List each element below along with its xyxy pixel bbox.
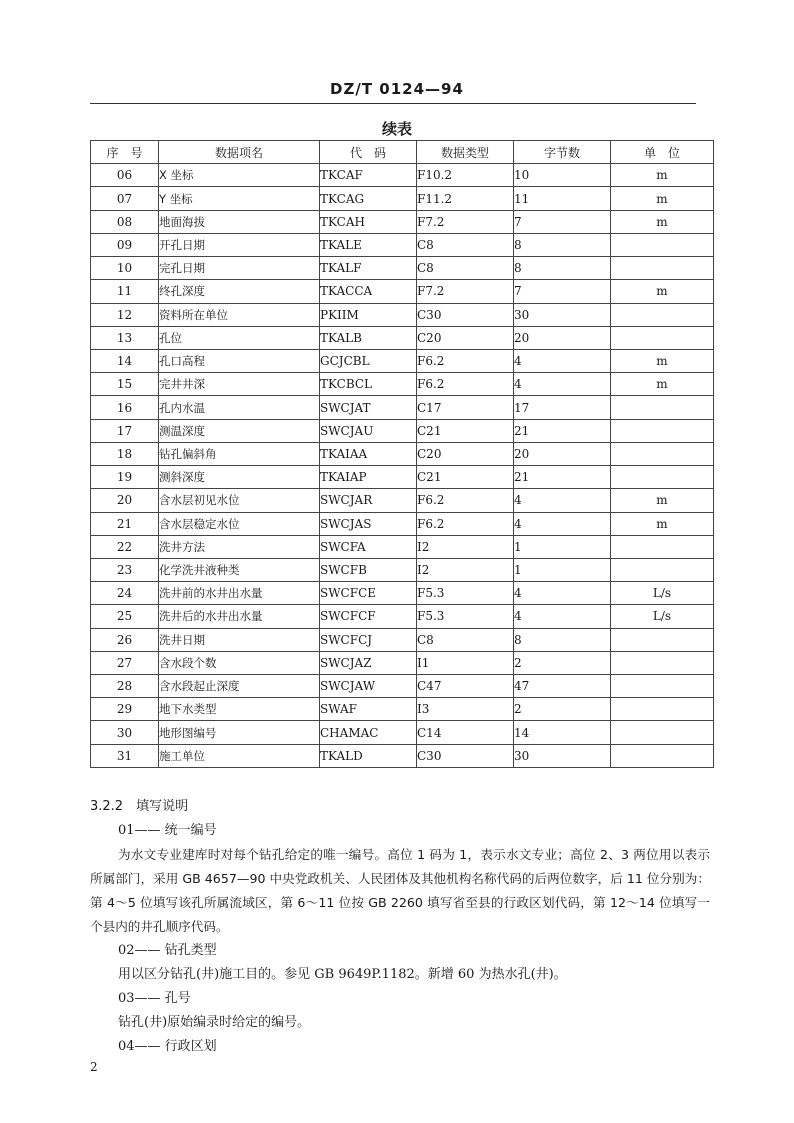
cell-bytes: 20 (514, 442, 611, 465)
section-heading: 3.2.2 填写说明 (90, 799, 189, 814)
cell-item-name: 含水层初见水位 (159, 489, 320, 512)
cell-bytes: 14 (514, 721, 611, 744)
cell-code: SWCJAR (320, 489, 417, 512)
cell-unit (611, 257, 714, 280)
cell-code: SWCJAZ (320, 651, 417, 674)
cell-unit (611, 396, 714, 419)
table-header-row (91, 141, 714, 164)
cell-data-type: C8 (417, 233, 514, 256)
cell-bytes: 4 (514, 349, 611, 372)
cell-code: SWCFCF (320, 605, 417, 628)
table-row (91, 721, 714, 744)
cell-unit (611, 233, 714, 256)
cell-data-type: F5.3 (417, 582, 514, 605)
cell-unit: L/s (611, 582, 714, 605)
column-header-number: 序 号 (91, 141, 159, 164)
cell-data-type: F6.2 (417, 489, 514, 512)
cell-bytes: 11 (514, 187, 611, 210)
standard-code-header: DZ/T 0124—94 (330, 80, 464, 98)
item-02-text: 用以区分钻孔(井)施工目的。参见 GB 9649P.1182。新增 60 为热水孔(井)。 (118, 967, 567, 982)
item-03-title: 03—— 孔号 (118, 991, 191, 1006)
cell-bytes: 2 (514, 651, 611, 674)
cell-number: 25 (91, 605, 159, 628)
cell-data-type: I3 (417, 698, 514, 721)
cell-item-name: 孔位 (159, 326, 320, 349)
cell-unit: m (611, 210, 714, 233)
cell-item-name: 测温深度 (159, 419, 320, 442)
cell-unit (611, 303, 714, 326)
cell-data-type: C20 (417, 442, 514, 465)
cell-item-name: 孔口高程 (159, 349, 320, 372)
cell-unit: m (611, 187, 714, 210)
cell-data-type: C20 (417, 326, 514, 349)
column-header-bytes: 字节数 (514, 141, 611, 164)
cell-code: TKALD (320, 744, 417, 767)
cell-data-type: F6.2 (417, 349, 514, 372)
cell-number: 17 (91, 419, 159, 442)
cell-item-name: 含水段个数 (159, 651, 320, 674)
item-04-title: 04—— 行政区划 (118, 1039, 217, 1054)
cell-code: SWCJAW (320, 675, 417, 698)
table-row (91, 651, 714, 674)
cell-bytes: 30 (514, 744, 611, 767)
cell-number: 30 (91, 721, 159, 744)
item-01-text: 为水文专业建库时对每个钻孔给定的唯一编号。高位 1 码为 1，表示水文专业；高位 2、3 两位用以表示所属部门，采用 GB 4657—90 中央党政机关、人民团体及其他机构名称代码的后两位数字，后 11 位分别为：第 4～5 位填写该孔所属流域区，第 6～11 位按 GB 2260 填写省至县的行政区划代码，第 12～14 位填写一个县内的井孔顺序代码。 (90, 847, 710, 934)
cell-item-name: Y 坐标 (159, 187, 320, 210)
cell-number: 16 (91, 396, 159, 419)
cell-unit: m (611, 489, 714, 512)
cell-code: GCJCBL (320, 349, 417, 372)
cell-bytes: 10 (514, 164, 611, 187)
cell-data-type: C17 (417, 396, 514, 419)
cell-data-type: F6.2 (417, 512, 514, 535)
cell-item-name: 含水层稳定水位 (159, 512, 320, 535)
cell-item-name: 开孔日期 (159, 233, 320, 256)
table-row (91, 605, 714, 628)
cell-item-name: 施工单位 (159, 744, 320, 767)
column-header-code: 代 码 (320, 141, 417, 164)
cell-item-name: 完井井深 (159, 373, 320, 396)
cell-code: TKALF (320, 257, 417, 280)
cell-data-type: C21 (417, 419, 514, 442)
cell-bytes: 1 (514, 558, 611, 581)
cell-code: CHAMAC (320, 721, 417, 744)
cell-code: SWCJAT (320, 396, 417, 419)
cell-number: 08 (91, 210, 159, 233)
cell-number: 13 (91, 326, 159, 349)
cell-data-type: F7.2 (417, 210, 514, 233)
table-row (91, 535, 714, 558)
cell-number: 14 (91, 349, 159, 372)
table-row (91, 233, 714, 256)
cell-bytes: 17 (514, 396, 611, 419)
table-row (91, 280, 714, 303)
cell-item-name: 测斜深度 (159, 466, 320, 489)
cell-unit: m (611, 373, 714, 396)
cell-code: SWAF (320, 698, 417, 721)
cell-unit (611, 698, 714, 721)
item-03-text: 钻孔(井)原始编录时给定的编号。 (118, 1015, 311, 1030)
item-01-title: 01—— 统一编号 (118, 823, 217, 838)
table-row (91, 164, 714, 187)
cell-number: 12 (91, 303, 159, 326)
page-number: 2 (90, 1060, 98, 1074)
table-row (91, 489, 714, 512)
cell-item-name: 地下水类型 (159, 698, 320, 721)
header-rule (90, 103, 696, 104)
cell-number: 28 (91, 675, 159, 698)
cell-bytes: 8 (514, 233, 611, 256)
cell-bytes: 7 (514, 210, 611, 233)
cell-bytes: 21 (514, 466, 611, 489)
cell-data-type: C14 (417, 721, 514, 744)
cell-code: TKCAG (320, 187, 417, 210)
cell-number: 09 (91, 233, 159, 256)
cell-item-name: 洗井日期 (159, 628, 320, 651)
cell-item-name: 化学洗井液种类 (159, 558, 320, 581)
cell-code: SWCFCJ (320, 628, 417, 651)
cell-number: 21 (91, 512, 159, 535)
cell-item-name: 钻孔偏斜角 (159, 442, 320, 465)
cell-unit (611, 419, 714, 442)
table-row (91, 442, 714, 465)
table-row (91, 744, 714, 767)
cell-unit (611, 675, 714, 698)
cell-data-type: C8 (417, 628, 514, 651)
table-row (91, 466, 714, 489)
cell-bytes: 7 (514, 280, 611, 303)
cell-bytes: 2 (514, 698, 611, 721)
cell-item-name: 地形图编号 (159, 721, 320, 744)
cell-bytes: 20 (514, 326, 611, 349)
cell-number: 29 (91, 698, 159, 721)
cell-item-name: 完孔日期 (159, 257, 320, 280)
cell-bytes: 4 (514, 512, 611, 535)
cell-number: 31 (91, 744, 159, 767)
cell-unit (611, 442, 714, 465)
cell-number: 07 (91, 187, 159, 210)
column-header-item-name: 数据项名 (159, 141, 320, 164)
cell-unit (611, 628, 714, 651)
cell-unit: m (611, 280, 714, 303)
item-02-title: 02—— 钻孔类型 (118, 943, 217, 958)
cell-data-type: C30 (417, 303, 514, 326)
table-row (91, 512, 714, 535)
cell-bytes: 21 (514, 419, 611, 442)
cell-data-type: I2 (417, 558, 514, 581)
cell-number: 18 (91, 442, 159, 465)
data-items-table (90, 140, 714, 768)
cell-bytes: 4 (514, 373, 611, 396)
cell-data-type: F10.2 (417, 164, 514, 187)
cell-data-type: I2 (417, 535, 514, 558)
cell-bytes: 47 (514, 675, 611, 698)
cell-item-name: X 坐标 (159, 164, 320, 187)
table-row (91, 349, 714, 372)
cell-item-name: 资料所在单位 (159, 303, 320, 326)
cell-item-name: 洗井前的水井出水量 (159, 582, 320, 605)
table-row (91, 257, 714, 280)
cell-number: 20 (91, 489, 159, 512)
table-row (91, 396, 714, 419)
table-row (91, 210, 714, 233)
cell-unit: m (611, 349, 714, 372)
cell-data-type: F7.2 (417, 280, 514, 303)
cell-bytes: 4 (514, 489, 611, 512)
table-row (91, 303, 714, 326)
cell-bytes: 30 (514, 303, 611, 326)
table-row (91, 698, 714, 721)
cell-bytes: 4 (514, 582, 611, 605)
cell-code: SWCFCE (320, 582, 417, 605)
cell-number: 11 (91, 280, 159, 303)
cell-item-name: 含水段起止深度 (159, 675, 320, 698)
table-row (91, 187, 714, 210)
cell-data-type: F5.3 (417, 605, 514, 628)
cell-data-type: C47 (417, 675, 514, 698)
cell-data-type: C8 (417, 257, 514, 280)
cell-code: TKACCA (320, 280, 417, 303)
cell-item-name: 地面海拔 (159, 210, 320, 233)
cell-code: TKAIAP (320, 466, 417, 489)
cell-bytes: 1 (514, 535, 611, 558)
cell-code: SWCFB (320, 558, 417, 581)
cell-code: PKIIM (320, 303, 417, 326)
cell-data-type: C21 (417, 466, 514, 489)
table-row (91, 326, 714, 349)
cell-number: 15 (91, 373, 159, 396)
cell-unit: m (611, 512, 714, 535)
cell-code: TKCBCL (320, 373, 417, 396)
cell-number: 22 (91, 535, 159, 558)
column-header-unit: 单 位 (611, 141, 714, 164)
cell-unit (611, 744, 714, 767)
cell-unit (611, 651, 714, 674)
cell-code: SWCJAS (320, 512, 417, 535)
cell-item-name: 洗井后的水井出水量 (159, 605, 320, 628)
cell-number: 24 (91, 582, 159, 605)
column-header-data-type: 数据类型 (417, 141, 514, 164)
cell-number: 23 (91, 558, 159, 581)
cell-code: SWCJAU (320, 419, 417, 442)
table-row (91, 628, 714, 651)
cell-code: TKALE (320, 233, 417, 256)
cell-unit: L/s (611, 605, 714, 628)
cell-data-type: C30 (417, 744, 514, 767)
table-body (91, 164, 714, 768)
cell-unit (611, 721, 714, 744)
cell-code: TKALB (320, 326, 417, 349)
cell-bytes: 8 (514, 257, 611, 280)
cell-unit: m (611, 164, 714, 187)
table-row (91, 419, 714, 442)
cell-bytes: 4 (514, 605, 611, 628)
cell-data-type: I1 (417, 651, 514, 674)
table-title: 续表 (381, 120, 412, 138)
cell-data-type: F6.2 (417, 373, 514, 396)
table-row (91, 373, 714, 396)
cell-code: TKCAH (320, 210, 417, 233)
cell-code: SWCFA (320, 535, 417, 558)
cell-code: TKCAF (320, 164, 417, 187)
cell-unit (611, 326, 714, 349)
table-row (91, 582, 714, 605)
cell-item-name: 孔内水温 (159, 396, 320, 419)
cell-item-name: 洗井方法 (159, 535, 320, 558)
cell-item-name: 终孔深度 (159, 280, 320, 303)
cell-number: 10 (91, 257, 159, 280)
cell-data-type: F11.2 (417, 187, 514, 210)
cell-number: 06 (91, 164, 159, 187)
cell-unit (611, 466, 714, 489)
cell-unit (611, 535, 714, 558)
cell-unit (611, 558, 714, 581)
cell-number: 27 (91, 651, 159, 674)
table-row (91, 675, 714, 698)
table-row (91, 558, 714, 581)
cell-number: 19 (91, 466, 159, 489)
cell-number: 26 (91, 628, 159, 651)
cell-code: TKAIAA (320, 442, 417, 465)
cell-bytes: 8 (514, 628, 611, 651)
